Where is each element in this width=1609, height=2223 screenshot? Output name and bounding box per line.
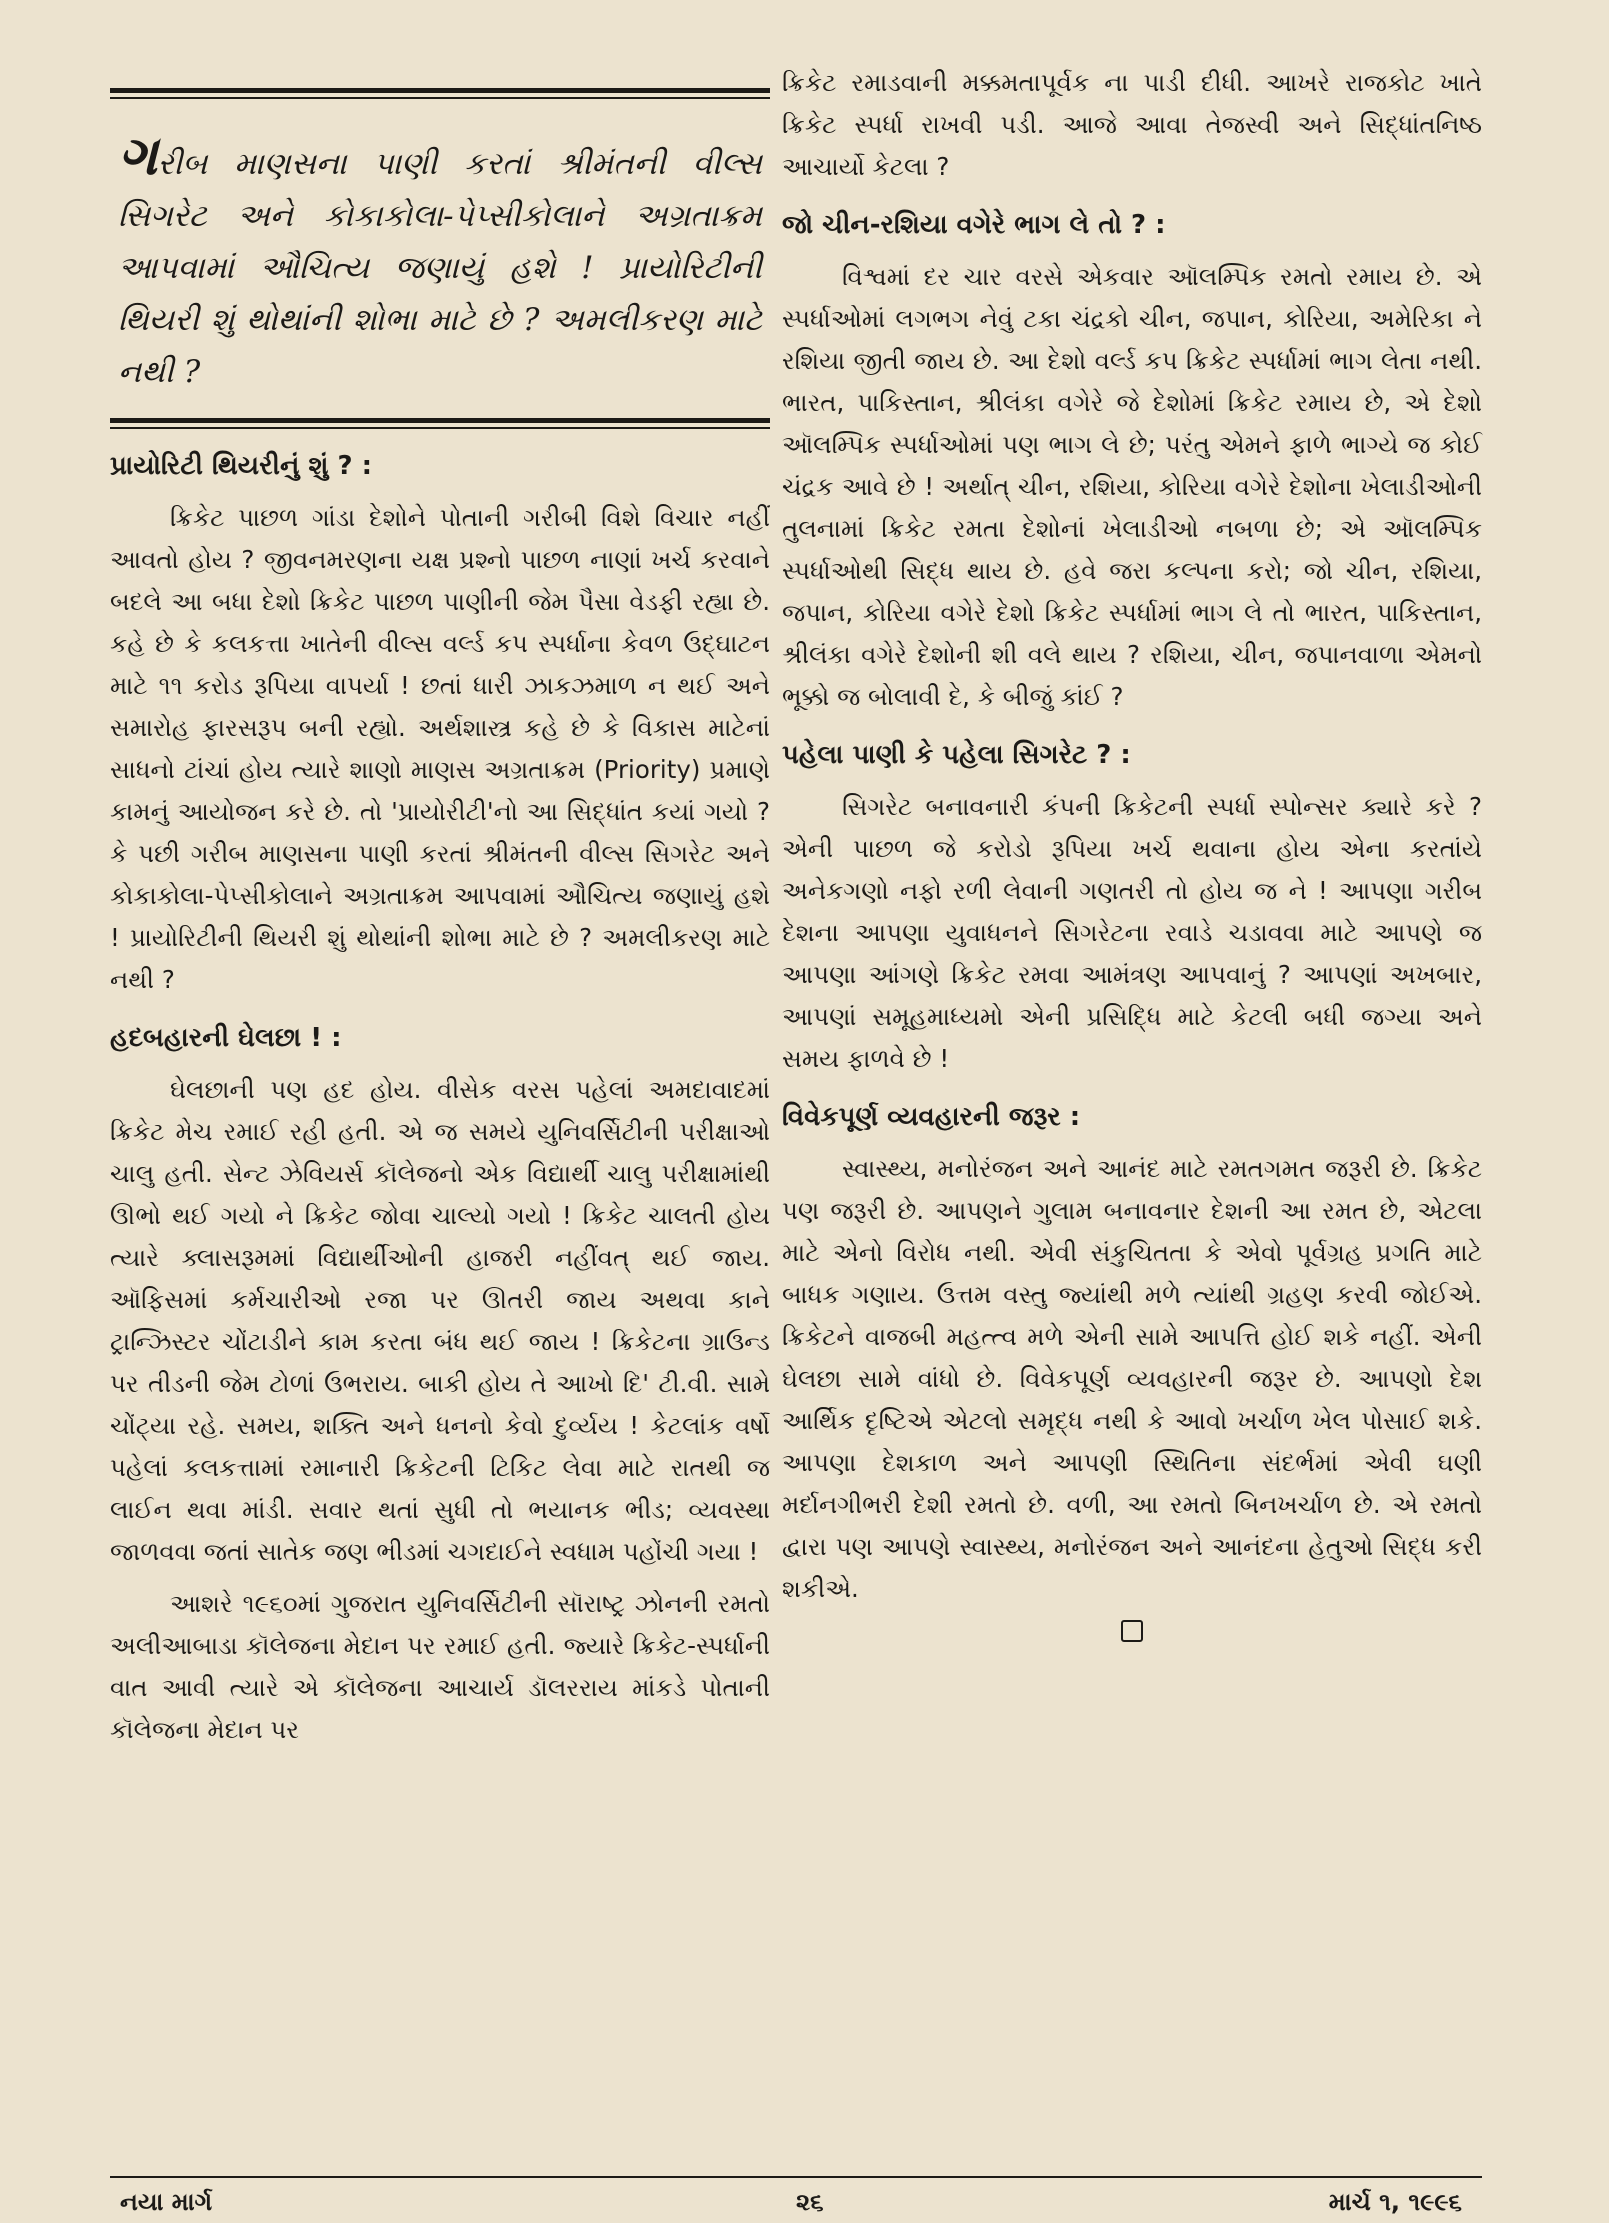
- section-heading-china-russia: જો ચીન-રશિયા વગેરે ભાગ લે તો ? :: [782, 210, 1166, 240]
- top-rule: [110, 88, 770, 93]
- paragraph-olympics: વિશ્વમાં દર ચાર વરસે એકવાર ઑલમ્પિક રમતો રમાય છે. એ સ્પર્ધાઓમાં લગભગ નેવું ટકા ચંદ્રકો ચીન, જપાન, કોરિયા, અમેરિકા ને રશિયા જીતી જાય છે. આ દેશો વર્લ્ડ કપ ક્રિકેટ સ્પર્ધામાં ભાગ લેતા નથી. ભારત, પાકિસ્તાન, શ્રીલંકા વગેરે જે દેશોમાં ક્રિકેટ રમાય છે, એ દેશો ઑલમ્પિક સ્પર્ધાઓમાં પણ ભાગ લે છે; પરંતુ એમને ફાળે ભાગ્યે જ કોઈ ચંદ્રક આવે છે ! અર્થાત્ ચીન, રશિયા, કોરિયા વગેરે દેશોના ખેલાડીઓની તુલનામાં ક્રિકેટ રમતા દેશોનાં ખેલાડીઓ નબળા છે; એ ઑલમ્પિક સ્પર્ધાઓથી સિદ્ધ થાય છે. હવે જરા કલ્પના કરો; જો ચીન, રશિયા, જપાન, કોરિયા વગેરે દેશો ક્રિકેટ સ્પર્ધામાં ભાગ લે તો ભારત, પાકિસ્તાન, શ્રીલંકા વગેરે દેશોની શી વલે થાય ? રશિયા, ચીન, જપાનવાળા એમનો ભૂક્કો જ બોલાવી દે, કે બીજું કાંઈ ?: [782, 262, 1482, 711]
- section-heading-water-cigarette: પહેલા પાણી કે પહેલા સિગરેટ ? :: [782, 740, 1131, 770]
- right-column: [782, 62, 1482, 1642]
- footer-magazine-name: નયા માર્ગ: [120, 2188, 213, 2216]
- section-heading-madness: હદબહારની ઘેલછા ! :: [110, 1023, 342, 1053]
- paragraph-madness: ઘેલછાની પણ હદ હોય. વીસેક વરસ પહેલાં અમદાવાદમાં ક્રિકેટ મેચ રમાઈ રહી હતી. એ જ સમયે યુનિવર્સિટીની પરીક્ષાઓ ચાલુ હતી. સેન્ટ ઝેવિયર્સ કૉલેજનો એક વિદ્યાર્થી ચાલુ પરીક્ષામાંથી ઊભો થઈ ગયો ને ક્રિકેટ જોવા ચાલ્યો ગયો ! ક્રિકેટ ચાલતી હોય ત્યારે ક્લાસરૂમમાં વિદ્યાર્થીઓની હાજરી નહીંવત્ થઈ જાય. ઑફિસમાં કર્મચારીઓ રજા પર ઊતરી જાય અથવા કાને ટ્રાન્ઝિસ્ટર ચોંટાડીને કામ કરતા બંધ થઈ જાય ! ક્રિકેટના ગ્રાઉન્ડ પર તીડની જેમ ટોળાં ઉભરાય. બાકી હોય તે આખો દિ' ટી.વી. સામે ચોંટ્યા રહે. સમય, શક્તિ અને ધનનો કેવો દુર્વ્યય ! કેટલાંક વર્ષો પહેલાં કલકત્તામાં રમાનારી ક્રિકેટની ટિકિટ લેવા માટે રાતથી જ લાઈન થવા માંડી. સવાર થતાં સુધી તો ભયાનક ભીડ; વ્યવસ્થા જાળવવા જતાં સાતેક જણ ભીડમાં ચગદાઈને સ્વધામ પહોંચી ગયા !: [110, 1075, 770, 1566]
- footer-page-number: ૨૬: [796, 2188, 824, 2216]
- paragraph-prudence: સ્વાસ્થ્ય, મનોરંજન અને આનંદ માટે રમતગમત જરૂરી છે. ક્રિકેટ પણ જરૂરી છે. આપણને ગુલામ બનાવનાર દેશની આ રમત છે, એટલા માટે એનો વિરોધ નથી. એવી સંકુચિતતા કે એવો પૂર્વગ્રહ પ્રગતિ માટે બાધક ગણાય. ઉત્તમ વસ્તુ જ્યાંથી મળે ત્યાંથી ગ્રહણ કરવી જોઈએ. ક્રિકેટને વાજબી મહત્ત્વ મળે એની સામે આપત્તિ હોઈ શકે નહીં. એની ઘેલછા સામે વાંધો છે. વિવેકપૂર્ણ વ્યવહારની જરૂર છે. આપણો દેશ આર્થિક દૃષ્ટિએ એટલો સમૃદ્ધ નથી કે આવો ખર્ચાળ ખેલ પોસાઈ શકે. આપણા દેશકાળ અને આપણી સ્થિતિના સંદર્ભમાં એવી ઘણી મર્દાનગીભરી દેશી રમતો છે. વળી, આ રમતો બિનખર્ચાળ છે. એ રમતો દ્વારા પણ આપણે સ્વાસ્થ્ય, મનોરંજન અને આનંદના હેતુઓ સિદ્ધ કરી શકીએ.: [782, 1154, 1482, 1603]
- section-heading-prudence: વિવેકપૂર્ણ વ્યવહારની જરૂર :: [782, 1102, 1081, 1132]
- paragraph-priority: ક્રિકેટ પાછળ ગાંડા દેશોને પોતાની ગરીબી વિશે વિચાર નહીં આવતો હોય ? જીવનમરણના યક્ષ પ્રશ્નો પાછળ નાણાં ખર્ચ કરવાને બદલે આ બધા દેશો ક્રિકેટ પાછળ પાણીની જેમ પૈસા વેડફી રહ્યા છે. કહે છે કે કલકત્તા ખાતેની વીલ્સ વર્લ્ડ કપ સ્પર્ધાના કેવળ ઉદ્ઘાટન માટે ૧૧ કરોડ રૂપિયા વાપર્યા ! છતાં ધારી ઝાકઝમાળ ન થઈ અને સમારોહ ફારસરૂપ બની રહ્યો. અર્થશાસ્ત્ર કહે છે કે વિકાસ માટેનાં સાધનો ટાંચાં હોય ત્યારે શાણો માણસ અગ્રતાક્રમ (Priority) પ્રમાણે કામનું આયોજન કરે છે. તો 'પ્રાયોરીટી'નો આ સિદ્ધાંત કયાં ગયો ? કે પછી ગરીબ માણસના પાણી કરતાં શ્રીમંતની વીલ્સ સિગરેટ અને કોકાકોલા-પેપ્સીકોલાને અગ્રતાક્રમ આપવામાં ઔચિત્ય જણાયું હશે ! પ્રાયોરિટીની થિયરી શું થોથાંની શોભા માટે છે ? અમલીકરણ માટે નથી ?: [110, 503, 770, 994]
- pull-quote: [110, 99, 770, 418]
- paragraph-continued: ક્રિકેટ રમાડવાની મક્કમતાપૂર્વક ના પાડી દીધી. આખરે રાજકોટ ખાતે ક્રિકેટ સ્પર્ધા રાખવી પડી. આજે આવા તેજસ્વી અને સિદ્ધાંતનિષ્ઠ આચાર્યો કેટલા ?: [782, 68, 1482, 181]
- footer-rule: [110, 2176, 1482, 2178]
- end-of-article-icon: [1121, 1620, 1143, 1642]
- pull-quote-bottom-rule: [110, 418, 770, 423]
- paragraph-sponsor: સિગરેટ બનાવનારી કંપની ક્રિકેટની સ્પર્ધા સ્પોન્સર ક્યારે કરે ? એની પાછળ જે કરોડો રૂપિયા ખર્ચ થવાના હોય એના કરતાંયે અનેકગણો નફો રળી લેવાની ગણતરી તો હોય જ ને ! આપણા ગરીબ દેશના આપણા યુવાધનને સિગરેટના રવાડે ચડાવવા માટે આપણે જ આપણા આંગણે ક્રિકેટ રમવા આમંત્રણ આપવાનું ? આપણાં અખબાર, આપણાં સમૂહમાધ્યમો એની પ્રસિદ્ધિ માટે કેટલી બધી જગ્યા અને સમય ફાળવે છે !: [782, 792, 1482, 1073]
- left-column: [110, 88, 770, 1761]
- section-heading-priority: પ્રાયોરિટી થિયરીનું શું ? :: [110, 451, 373, 481]
- footer-date: માર્ચ ૧, ૧૯૯૬: [1328, 2188, 1462, 2216]
- pull-quote-bottom-rule-thin: [110, 427, 770, 429]
- pull-quote-dropcap: ગ: [118, 123, 158, 187]
- pull-quote-text: રીબ માણસના પાણી કરતાં શ્રીમંતની વીલ્સ સિગરેટ અને કોકાકોલા-પેપ્સીકોલાને અગ્રતાક્રમ આપવામાં ઔચિત્ય જણાયું હશે ! પ્રાયોરિટીની થિયરી શું થોથાંની શોભા માટે છે ? અમલીકરણ માટે નથી ?: [118, 146, 762, 390]
- paragraph-college: આશરે ૧૯૬૦માં ગુજરાત યુનિવર્સિટીની સૉરાષ્ટ્ર ઝોનની રમતો અલીઆબાડા કૉલેજના મેદાન પર રમાઈ હતી. જ્યારે ક્રિકેટ-સ્પર્ધાની વાત આવી ત્યારે એ કૉલેજના આચાર્ય ડૉલરરાય માંકડે પોતાની કૉલેજના મેદાન પર: [110, 1589, 770, 1744]
